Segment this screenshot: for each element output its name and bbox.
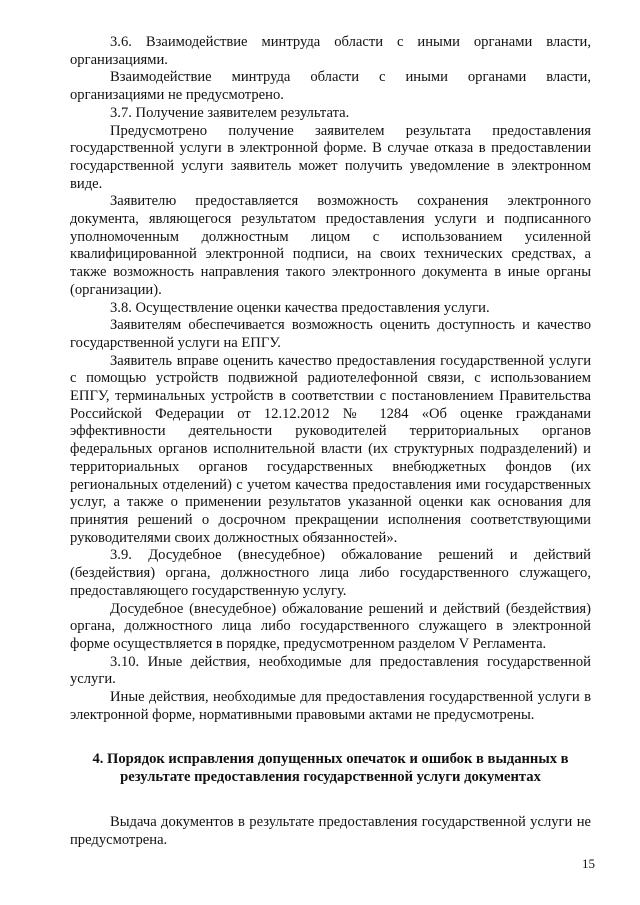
final-paragraph: Выдача документов в результате предоставления государственной услуги не предусмотрена. xyxy=(70,813,591,848)
paragraph: Взаимодействие минтруда области с иными органами власти, организациями не предусмотрено. xyxy=(70,69,591,104)
paragraph: Заявителям обеспечивается возможность оценить доступность и качество государственной услуги на ЕПГУ. xyxy=(70,317,591,351)
paragraph: Заявителю предоставляется возможность сохранения электронного документа, являющегося результатом предоставления услуги и подписанного уполномоченным должностным лицом с использованием усиленной квалифицированной электронной подписи, на своих технических средствах, а также возможность направления такого электронного документа в иные органы (организации). xyxy=(70,193,591,298)
paragraph-3-8-title: 3.8. Осуществление оценки качества предоставления услуги. xyxy=(110,299,490,316)
page-number: 15 xyxy=(582,856,595,871)
document-body xyxy=(70,34,591,849)
paragraph: Предусмотрено получение заявителем результата предоставления государственной услуги в электронной форме. В случае отказа в предоставлении государственной услуги заявитель может получить уведомление в электронном виде. xyxy=(70,122,591,192)
paragraph-3-9-title: 3.9. Досудебное (внесудебное) обжалование решений и действий (бездействия) органа, должностного лица либо государственного служащего, предоставляющего государственную услугу. xyxy=(70,547,591,599)
paragraph: Досудебное (внесудебное) обжалование решений и действий (бездействия) органа, должностного лица либо государственного служащего в электронной форме осуществляется в порядке, предусмотренном разделом V Регламента. xyxy=(70,600,591,652)
paragraph-3-10-title: 3.10. Иные действия, необходимые для предоставления государственной услуги. xyxy=(70,653,591,688)
paragraph-3-7-title: 3.7. Получение заявителем результата. xyxy=(110,104,350,121)
paragraph: Заявитель вправе оценить качество предоставления государственной услуги с помощью устройств подвижной радиотелефонной связи, с использованием ЕПГУ, терминальных устройств в соответствии с постановлением Правительства Российской Федерации от 12.12.2012 № 1284 «Об оценке гражданами эффективности деятельности руководителей территориальных органов федеральных органов исполнительной власти (их структурных подразделений) и территориальных органов государственных внебюджетных фондов (их региональных отделений) с учетом качества предоставления ими государственных услуг, а также о применении результатов указанной оценки как основания для принятия решений о досрочном прекращении исполнения соответствующими руководителями своих должностных обязанностей». xyxy=(70,352,591,546)
paragraph-3-6-title: 3.6. Взаимодействие минтруда области с иными органами власти, организациями. xyxy=(70,34,591,68)
paragraph: Иные действия, необходимые для предоставления государственной услуги в электронной форме, нормативными правовыми актами не предусмотрены. xyxy=(70,689,591,723)
section-heading: 4. Порядок исправления допущенных опечаток и ошибок в выданных в результате предоставления государственной услуги документах xyxy=(92,751,569,786)
